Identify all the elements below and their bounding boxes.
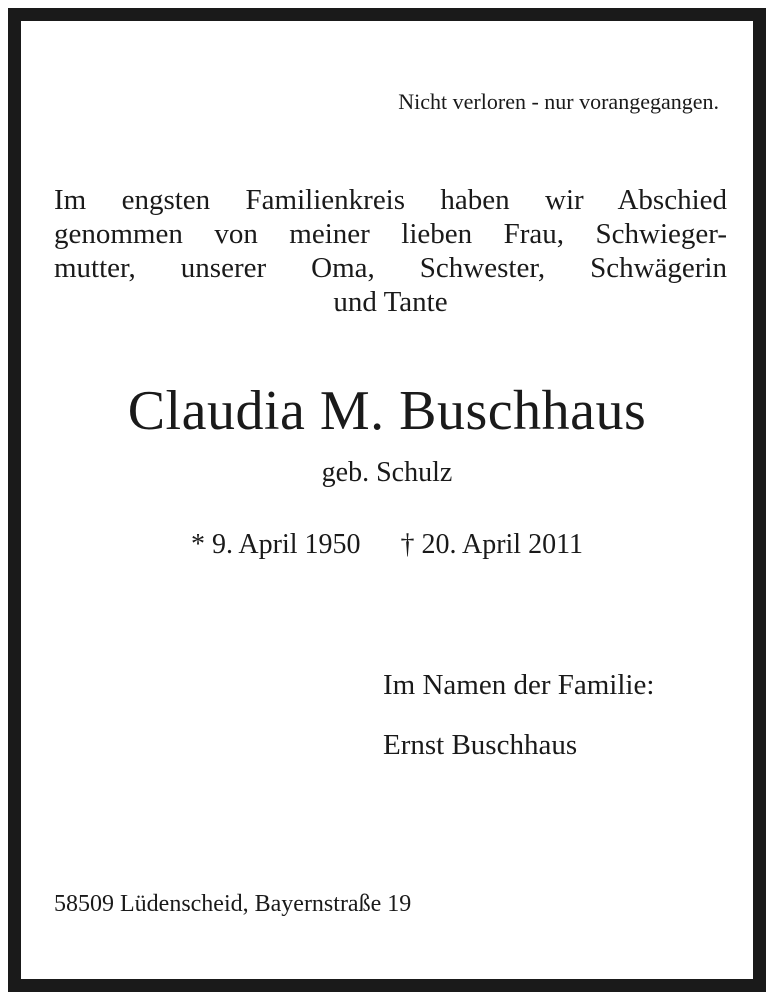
intro-line: Im engsten Familienkreis haben wir Abschied [54, 184, 727, 216]
life-dates [21, 529, 753, 561]
family-label: Im Namen der Familie: [383, 669, 655, 701]
death-date: † 20. April 2011 [400, 529, 584, 560]
motto-text: Nicht verloren - nur vorangegangen. [398, 89, 719, 114]
obituary-frame [8, 8, 766, 992]
intro-line: genommen von meiner lieben Frau, Schwieger- [54, 218, 727, 250]
address-line: 58509 Lüdenscheid, Bayernstraße 19 [54, 891, 412, 917]
birth-name: geb. Schulz [321, 457, 453, 488]
intro-line: mutter, unserer Oma, Schwester, Schwägerin [54, 252, 727, 284]
deceased-name: Claudia M. Buschhaus [127, 380, 647, 442]
intro-line: und Tante [333, 286, 448, 318]
signer-name: Ernst Buschhaus [383, 729, 578, 761]
birth-date: * 9. April 1950 [190, 529, 361, 560]
intro-paragraph [54, 183, 727, 319]
